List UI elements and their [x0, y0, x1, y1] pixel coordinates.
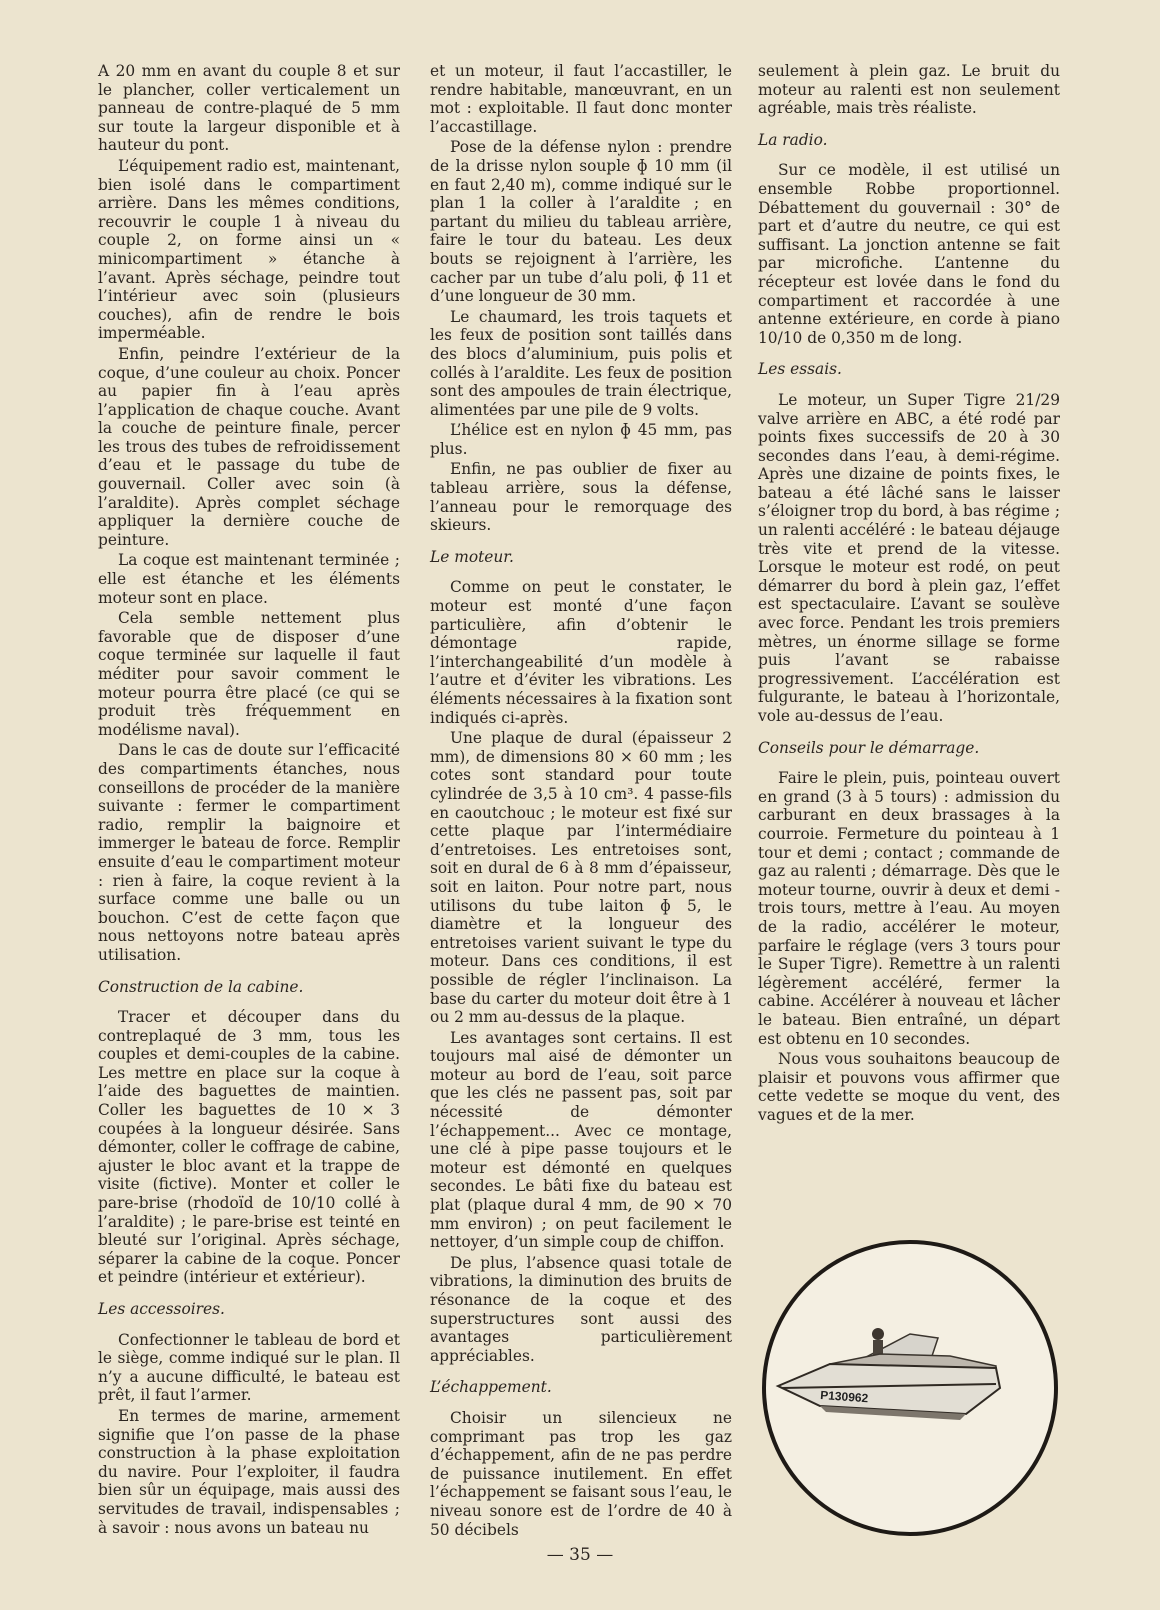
- paragraph: Sur ce modèle, il est utilisé un ensemble Robbe proportionnel. Débattement du gouvernail : 30° de part et d’autre du neutre, ce qui est suffisant. La jonction antenne se fait par microfiche. L’antenne du récepteur est lovée dans le fond du compartiment et raccordée à une antenne extérieure, en corde à piano 10/10 de 0,350 m de long.: [758, 161, 1060, 347]
- paragraph: Les avantages sont certains. Il est toujours mal aisé de démonter un moteur au bord de l’eau, soit parce que les clés ne passent pas, soit par nécessité de démonter l’échappement... Avec ce montage, une clé à pipe passe toujours et le moteur est démonté en quelques secondes. Le bâti fixe du bateau est plat (plaque dural 4 mm, de 90 × 70 mm environ) ; on peut facilement le nettoyer, d’un simple coup de chiffon.: [430, 1028, 732, 1252]
- paragraph: Enfin, peindre l’extérieur de la coque, d’une couleur au choix. Poncer au papier fin à l’eau après l’application de chaque couche. Avant la couche de peinture finale, percer les trous des tubes de refroidissement d’eau et le passage du tube de gouvernail. Coller avec soin (à l’araldite). Après complet séchage appliquer la dernière couche de peinture.: [98, 344, 400, 549]
- paragraph: L’équipement radio est, maintenant, bien isolé dans le compartiment arrière. Dans les mêmes conditions, recouvrir le couple 1 à niveau du couple 2, on forme ainsi un « minicompartiment » étanche à l’avant. Après séchage, peindre tout l’intérieur avec soin (plusieurs couches), afin de rendre le bois imperméable.: [98, 156, 400, 343]
- section-heading: La radio.: [758, 130, 828, 149]
- section-heading: Construction de la cabine.: [98, 977, 304, 996]
- text-column-left: [98, 62, 400, 1539]
- section-heading: Les accessoires.: [98, 1300, 225, 1318]
- boat-photo: [760, 1238, 1060, 1538]
- paragraph: Confectionner le tableau de bord et le siège, comme indiqué sur le plan. Il n’y a aucune difficulté, le bateau est prêt, il faut l’armer.: [98, 1330, 400, 1405]
- paragraph: Cela semble nettement plus favorable que de disposer d’une coque terminée sur laquelle il faut méditer pour savoir comment le moteur pourra être placé (ce qui se produit très fréquemment en modélisme naval).: [98, 609, 400, 739]
- paragraph: L’hélice est en nylon ɸ 45 mm, pas plus.: [430, 421, 732, 458]
- section-heading: Conseils pour le démarrage.: [758, 738, 980, 757]
- paragraph: Une plaque de dural (épaisseur 2 mm), de dimensions 80 × 60 mm ; les cotes sont standard pour toute cylindrée de 3,5 à 10 cm³. 4 passe-fils en caoutchouc ; le moteur est fixé sur cette plaque par l’intermédiaire d’entretoises. Les entretoises sont, soit en dural de 6 à 8 mm d’épaisseur, soit en laiton. Pour notre part, nous utilisons du tube laiton ɸ 5, le diamètre et la longueur des entretoises varient suivant le type du moteur. Dans ces conditions, il est possible de régler l’inclinaison. La base du carter du moteur doit être à 1 ou 2 mm au-dessus de la plaque.: [430, 729, 732, 1027]
- paragraph: seulement à plein gaz. Le bruit du moteur au ralenti est non seulement agréable, mais très réaliste.: [758, 62, 1060, 118]
- hull-registration: P130962: [819, 1388, 869, 1406]
- paragraph: Choisir un silencieux ne comprimant pas trop les gaz d’échappement, afin de ne pas perdre de puissance inutilement. En effet l’échappement se faisant sous l’eau, le niveau sonore est de l’ordre de 40 à 50 décibels: [430, 1408, 732, 1539]
- paragraph: et un moteur, il faut l’accastiller, le rendre habitable, manœuvrant, en un mot : exploitable. Il faut donc monter l’accastillage.: [430, 62, 732, 136]
- paragraph: Faire le plein, puis, pointeau ouvert en grand (3 à 5 tours) : admission du carburant en deux brassages à la courroie. Fermeture du pointeau à 1 tour et demi ; contact ; commande de gaz au ralenti ; démarrage. Dès que le moteur tourne, ouvrir à deux et demi - trois tours, mettre à l’eau. Au moyen de la radio, accélérer le moteur, parfaire le réglage (vers 3 tours pour le Super Tigre). Remettre à un ralenti légèrement accéléré, fermer la cabine. Accélérer à nouveau et lâcher le bateau. Bien entraîné, un départ est obtenu en 10 secondes.: [758, 769, 1060, 1048]
- boat-photo-image: [760, 1238, 1060, 1538]
- text-column-middle: [430, 62, 732, 1541]
- paragraph: La coque est maintenant terminée ; elle est étanche et les éléments moteur sont en place.: [98, 551, 400, 607]
- paragraph: Nous vous souhaitons beaucoup de plaisir et pouvons vous affirmer que cette vedette se moque du vent, des vagues et de la mer.: [758, 1050, 1060, 1124]
- paragraph: Le moteur, un Super Tigre 21/29 valve arrière en ABC, a été rodé par points fixes successifs de 20 à 30 secondes dans l’eau, à demi-régime. Après une dizaine de points fixes, le bateau a été lâché sans le laisser s’éloigner trop du bord, à bas régime ; un ralenti accéléré : le bateau déjauge très vite et prend de la vitesse. Lorsque le moteur est rodé, on peut démarrer du bord à plein gaz, l’effet est spectaculaire. L’avant se soulève avec force. Pendant les trois premiers mètres, un énorme sillage se forme puis l’avant se rabaisse progressivement. L’accélération est fulgurante, le bateau à l’horizontale, vole au-dessus de l’eau.: [758, 390, 1060, 725]
- text-column-right: [758, 62, 1060, 1126]
- paragraph: De plus, l’absence quasi totale de vibrations, la diminution des bruits de résonance de la coque et des superstructures sont aussi des avantages particulièrement appréciables.: [430, 1253, 732, 1365]
- paragraph: Le chaumard, les trois taquets et les feux de position sont taillés dans des blocs d’aluminium, puis polis et collés à l’araldite. Les feux de position sont des ampoules de train électrique, alimentées par une pile de 9 volts.: [430, 307, 732, 419]
- paragraph: Comme on peut le constater, le moteur est monté d’une façon particulière, afin d’obtenir le démontage rapide, l’interchangeabilité d’un modèle à l’autre et d’éviter les vibrations. Les éléments nécessaires à la fixation sont indiqués ci-après.: [430, 578, 732, 727]
- section-heading: L’échappement.: [430, 1378, 552, 1397]
- section-heading: Le moteur.: [430, 547, 514, 566]
- paragraph: En termes de marine, armement signifie que l’on passe de la phase construction à la phase exploitation du navire. Pour l’exploiter, il faudra bien sûr un équipage, mais aussi des servitudes de travail, indispensables ; à savoir : nous avons un bateau nu: [98, 1406, 400, 1537]
- paragraph: Pose de la défense nylon : prendre de la drisse nylon souple ɸ 10 mm (il en faut 2,40 m), comme indiqué sur le plan 1 la coller à l’araldite ; en partant du milieu du tableau arrière, faire le tour du bateau. Les deux bouts se rejoignent à l’arrière, les cacher par un tube d’alu poli, ɸ 11 et d’une longueur de 30 mm.: [430, 138, 732, 306]
- paragraph: Tracer et découper dans du contreplaqué de 3 mm, tous les couples et demi-couples de la cabine. Les mettre en place sur la coque à l’aide des baguettes de maintien. Coller les baguettes de 10 × 3 coupées à la longueur désirée. Sans démonter, coller le coffrage de cabine, ajuster le bloc avant et la trappe de visite (fictive). Monter et coller le pare-brise (rhodoïd de 10/10 collé à l’araldite) ; le pare-brise est teinté en bleuté sur l’original. Après séchage, séparer la cabine de la coque. Poncer et peindre (intérieur et extérieur).: [98, 1008, 400, 1287]
- paragraph: Dans le cas de doute sur l’efficacité des compartiments étanches, nous conseillons de procéder de la manière suivante : fermer le compartiment radio, remplir la baignoire et immerger le bateau de force. Remplir ensuite d’eau le compartiment moteur : rien à faire, la coque revient à la surface comme une balle ou un bouchon. C’est de cette façon que nous nettoyons notre bateau après utilisation.: [98, 741, 400, 964]
- section-heading: Les essais.: [758, 360, 842, 379]
- paragraph: A 20 mm en avant du couple 8 et sur le plancher, coller verticalement un panneau de contre-plaqué de 5 mm sur toute la largeur disponible et à hauteur du pont.: [98, 62, 400, 155]
- page-number: — 35 —: [546, 1545, 614, 1565]
- paragraph: Enfin, ne pas oublier de fixer au tableau arrière, sous la défense, l’anneau pour le remorquage des skieurs.: [430, 460, 732, 535]
